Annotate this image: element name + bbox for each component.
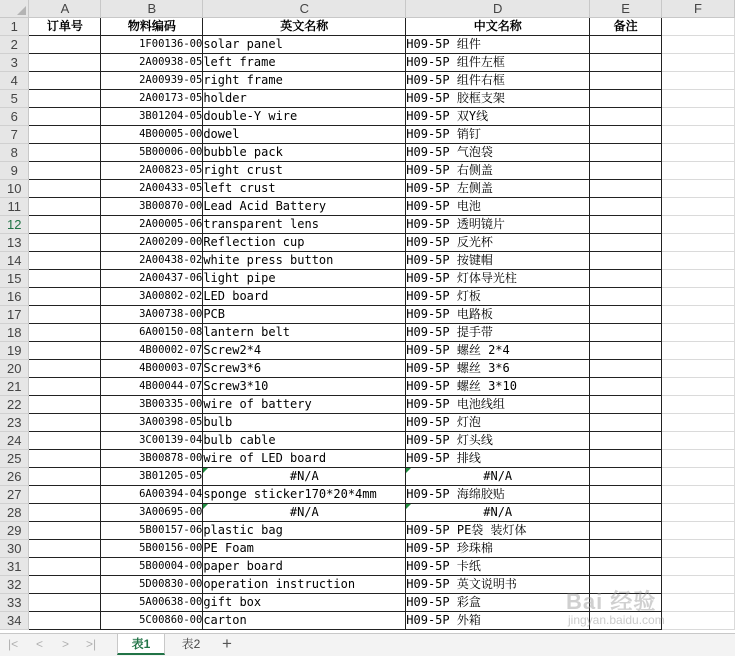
chinese-name-cell[interactable]: H09-5P 透明镜片 — [406, 216, 590, 234]
row-header[interactable]: 4 — [0, 72, 29, 90]
chinese-name-cell[interactable]: H09-5P 外箱 — [406, 612, 590, 630]
empty-cell[interactable] — [662, 162, 735, 180]
order-no-cell[interactable] — [29, 54, 101, 72]
english-name-cell[interactable]: solar panel — [203, 36, 406, 54]
order-no-cell[interactable] — [29, 198, 101, 216]
table-row — [0, 594, 735, 612]
material-code-cell[interactable]: 2A00939-05 — [101, 72, 203, 90]
material-code-cell[interactable]: 6A00394-04 — [101, 486, 203, 504]
english-name-cell[interactable]: left frame — [203, 54, 406, 72]
english-name-cell[interactable]: right frame — [203, 72, 406, 90]
english-name-cell[interactable]: sponge sticker170*20*4mm — [203, 486, 406, 504]
material-code-cell[interactable]: 5B00156-00 — [101, 540, 203, 558]
chinese-name-cell[interactable]: H09-5P 双Y线 — [406, 108, 590, 126]
chinese-name-cell[interactable]: H09-5P 提手带 — [406, 324, 590, 342]
chinese-name-cell[interactable]: H09-5P 珍珠棉 — [406, 540, 590, 558]
material-code-cell[interactable]: 5C00860-00 — [101, 612, 203, 630]
add-sheet-icon[interactable]: + — [222, 634, 232, 653]
table-row — [0, 468, 735, 486]
english-name-cell[interactable]: light pipe — [203, 270, 406, 288]
table-row — [0, 576, 735, 594]
chinese-name-cell[interactable]: H09-5P 气泡袋 — [406, 144, 590, 162]
material-code-cell[interactable]: 3B00878-00 — [101, 450, 203, 468]
row-header[interactable]: 8 — [0, 144, 29, 162]
english-name-cell[interactable]: wire of LED board — [203, 450, 406, 468]
chinese-name-cell[interactable]: H09-5P 海绵胶贴 — [406, 486, 590, 504]
table-row — [0, 288, 735, 306]
table-row — [0, 306, 735, 324]
row-header[interactable]: 26 — [0, 468, 29, 486]
table-row — [0, 486, 735, 504]
chinese-name-cell[interactable]: H09-5P 灯头线 — [406, 432, 590, 450]
table-row — [0, 342, 735, 360]
row-header[interactable]: 28 — [0, 504, 29, 522]
row-header[interactable]: 31 — [0, 558, 29, 576]
order-no-cell[interactable] — [29, 576, 101, 594]
remark-cell[interactable] — [590, 522, 662, 540]
remark-cell[interactable] — [590, 288, 662, 306]
material-code-cell[interactable]: 2A00173-05 — [101, 90, 203, 108]
tab-sheet1[interactable]: 表1 — [117, 634, 165, 655]
english-name-cell[interactable]: carton — [203, 612, 406, 630]
chinese-name-cell[interactable]: H09-5P 组件右框 — [406, 72, 590, 90]
watermark-logo-text: Bai 经验 — [566, 589, 657, 614]
remark-cell[interactable] — [590, 180, 662, 198]
order-no-cell[interactable] — [29, 72, 101, 90]
empty-cell[interactable] — [662, 270, 735, 288]
remark-cell[interactable] — [590, 486, 662, 504]
order-no-cell[interactable] — [29, 342, 101, 360]
material-code-cell[interactable]: 4B00005-00 — [101, 126, 203, 144]
remark-cell[interactable] — [590, 126, 662, 144]
empty-cell[interactable] — [662, 90, 735, 108]
material-code-cell[interactable]: 3A00398-05 — [101, 414, 203, 432]
material-code-cell[interactable]: 2A00209-00 — [101, 234, 203, 252]
column-header-row — [0, 0, 735, 18]
material-code-cell[interactable]: 3C00139-04 — [101, 432, 203, 450]
remark-cell[interactable] — [590, 468, 662, 486]
table-row — [0, 558, 735, 576]
material-code-cell[interactable]: 5B00157-06 — [101, 522, 203, 540]
table-row — [0, 360, 735, 378]
table-header-row — [0, 18, 735, 36]
row-header[interactable]: 14 — [0, 252, 29, 270]
chinese-name-cell[interactable]: H09-5P 卡纸 — [406, 558, 590, 576]
english-name-cell[interactable]: #N/A — [203, 504, 406, 522]
order-no-cell[interactable] — [29, 432, 101, 450]
remark-cell[interactable] — [590, 144, 662, 162]
remark-cell[interactable] — [590, 450, 662, 468]
english-name-cell[interactable]: plastic bag — [203, 522, 406, 540]
order-no-cell[interactable] — [29, 288, 101, 306]
empty-cell[interactable] — [662, 558, 735, 576]
english-name-cell[interactable]: paper board — [203, 558, 406, 576]
material-code-cell[interactable]: 3B00335-00 — [101, 396, 203, 414]
row-header[interactable]: 34 — [0, 612, 29, 630]
header-cell-material-code[interactable]: 物料编码 — [101, 18, 203, 36]
chinese-name-cell[interactable]: #N/A — [406, 504, 590, 522]
english-name-cell[interactable]: PCB — [203, 306, 406, 324]
order-no-cell[interactable] — [29, 90, 101, 108]
english-name-cell[interactable]: operation instruction — [203, 576, 406, 594]
order-no-cell[interactable] — [29, 612, 101, 630]
next-sheet-icon[interactable]: > — [62, 637, 70, 651]
table-row — [0, 216, 735, 234]
table-row — [0, 162, 735, 180]
empty-cell[interactable] — [662, 612, 735, 630]
empty-cell[interactable] — [662, 378, 735, 396]
english-name-cell[interactable]: left crust — [203, 180, 406, 198]
row-header[interactable]: 6 — [0, 108, 29, 126]
empty-cell[interactable] — [662, 486, 735, 504]
remark-cell[interactable] — [590, 324, 662, 342]
order-no-cell[interactable] — [29, 36, 101, 54]
empty-cell[interactable] — [662, 324, 735, 342]
material-code-cell[interactable]: 3B01205-05 — [101, 468, 203, 486]
empty-cell[interactable] — [662, 36, 735, 54]
english-name-cell[interactable]: holder — [203, 90, 406, 108]
table-row — [0, 54, 735, 72]
table-row — [0, 198, 735, 216]
remark-cell[interactable] — [590, 576, 662, 594]
column-header-c[interactable]: C — [203, 0, 406, 18]
order-no-cell[interactable] — [29, 360, 101, 378]
empty-cell[interactable] — [662, 360, 735, 378]
chinese-name-cell[interactable]: H09-5P 灯体导光柱 — [406, 270, 590, 288]
empty-cell[interactable] — [662, 198, 735, 216]
remark-cell[interactable] — [590, 108, 662, 126]
order-no-cell[interactable] — [29, 216, 101, 234]
table-row — [0, 270, 735, 288]
chinese-name-cell[interactable]: H09-5P 右侧盖 — [406, 162, 590, 180]
remark-cell[interactable] — [590, 378, 662, 396]
english-name-cell[interactable]: Screw3*10 — [203, 378, 406, 396]
empty-cell[interactable] — [662, 306, 735, 324]
chinese-name-cell[interactable]: H09-5P PE袋 装灯体 — [406, 522, 590, 540]
table-row — [0, 144, 735, 162]
table-row — [0, 432, 735, 450]
order-no-cell[interactable] — [29, 594, 101, 612]
remark-cell[interactable] — [590, 306, 662, 324]
first-sheet-icon[interactable]: |< — [8, 637, 19, 651]
remark-cell[interactable] — [590, 432, 662, 450]
table-row — [0, 90, 735, 108]
select-all-corner[interactable] — [0, 0, 29, 18]
remark-cell[interactable] — [590, 558, 662, 576]
material-code-cell[interactable]: 2A00938-05 — [101, 54, 203, 72]
empty-cell[interactable] — [662, 540, 735, 558]
chinese-name-cell[interactable]: H09-5P 组件 — [406, 36, 590, 54]
chinese-name-cell[interactable]: H09-5P 左侧盖 — [406, 180, 590, 198]
table-row — [0, 450, 735, 468]
row-header[interactable]: 29 — [0, 522, 29, 540]
order-no-cell[interactable] — [29, 558, 101, 576]
english-name-cell[interactable]: PE Foam — [203, 540, 406, 558]
empty-cell[interactable] — [662, 468, 735, 486]
english-name-cell[interactable]: Reflection cup — [203, 234, 406, 252]
table-row — [0, 414, 735, 432]
row-header[interactable]: 10 — [0, 180, 29, 198]
english-name-cell[interactable]: transparent lens — [203, 216, 406, 234]
chinese-name-cell[interactable]: H09-5P 彩盒 — [406, 594, 590, 612]
remark-cell[interactable] — [590, 504, 662, 522]
chinese-name-cell[interactable]: H09-5P 电池线组 — [406, 396, 590, 414]
remark-cell[interactable] — [590, 540, 662, 558]
material-code-cell[interactable]: 5D00830-00 — [101, 576, 203, 594]
column-header-b[interactable]: B — [101, 0, 203, 18]
order-no-cell[interactable] — [29, 396, 101, 414]
empty-cell[interactable] — [662, 108, 735, 126]
row-header[interactable]: 17 — [0, 306, 29, 324]
order-no-cell[interactable] — [29, 324, 101, 342]
empty-cell[interactable] — [662, 342, 735, 360]
english-name-cell[interactable]: right crust — [203, 162, 406, 180]
empty-cell[interactable] — [662, 522, 735, 540]
english-name-cell[interactable]: gift box — [203, 594, 406, 612]
remark-cell[interactable] — [590, 36, 662, 54]
prev-sheet-icon[interactable]: < — [36, 637, 44, 651]
material-code-cell[interactable]: 5A00638-00 — [101, 594, 203, 612]
order-no-cell[interactable] — [29, 504, 101, 522]
table-row — [0, 36, 735, 54]
material-code-cell[interactable]: 4B00044-07 — [101, 378, 203, 396]
english-name-cell[interactable]: wire of battery — [203, 396, 406, 414]
empty-cell[interactable] — [662, 180, 735, 198]
english-name-cell[interactable]: double-Y wire — [203, 108, 406, 126]
row-header[interactable]: 24 — [0, 432, 29, 450]
empty-cell[interactable] — [662, 432, 735, 450]
english-name-cell[interactable]: bulb — [203, 414, 406, 432]
row-header[interactable]: 19 — [0, 342, 29, 360]
material-code-cell[interactable]: 5B00004-00 — [101, 558, 203, 576]
empty-cell[interactable] — [662, 414, 735, 432]
chinese-name-cell[interactable]: H09-5P 螺丝 3*6 — [406, 360, 590, 378]
remark-cell[interactable] — [590, 594, 662, 612]
order-no-cell[interactable] — [29, 108, 101, 126]
order-no-cell[interactable] — [29, 414, 101, 432]
material-code-cell[interactable]: 2A00433-05 — [101, 180, 203, 198]
row-header[interactable]: 1 — [0, 18, 29, 36]
chinese-name-cell[interactable]: H09-5P 螺丝 2*4 — [406, 342, 590, 360]
remark-cell[interactable] — [590, 414, 662, 432]
header-cell-english-name[interactable]: 英文名称 — [203, 18, 406, 36]
chinese-name-cell[interactable]: H09-5P 排线 — [406, 450, 590, 468]
order-no-cell[interactable] — [29, 486, 101, 504]
remark-cell[interactable] — [590, 216, 662, 234]
chinese-name-cell[interactable]: H09-5P 灯泡 — [406, 414, 590, 432]
order-no-cell[interactable] — [29, 180, 101, 198]
empty-cell[interactable] — [662, 396, 735, 414]
order-no-cell[interactable] — [29, 468, 101, 486]
empty-cell[interactable] — [662, 504, 735, 522]
english-name-cell[interactable]: bubble pack — [203, 144, 406, 162]
english-name-cell[interactable]: #N/A — [203, 468, 406, 486]
row-header[interactable]: 20 — [0, 360, 29, 378]
chinese-name-cell[interactable]: H09-5P 按键帽 — [406, 252, 590, 270]
table-row — [0, 396, 735, 414]
order-no-cell[interactable] — [29, 540, 101, 558]
header-cell-order-no[interactable]: 订单号 — [29, 18, 101, 36]
row-header[interactable]: 22 — [0, 396, 29, 414]
table-row — [0, 252, 735, 270]
order-no-cell[interactable] — [29, 144, 101, 162]
column-header-a[interactable]: A — [29, 0, 101, 18]
order-no-cell[interactable] — [29, 162, 101, 180]
row-header[interactable]: 5 — [0, 90, 29, 108]
material-code-cell[interactable]: 2A00438-02 — [101, 252, 203, 270]
english-name-cell[interactable]: Lead Acid Battery — [203, 198, 406, 216]
table-row — [0, 180, 735, 198]
chinese-name-cell[interactable]: H09-5P 组件左框 — [406, 54, 590, 72]
table-row — [0, 72, 735, 90]
chinese-name-cell[interactable]: H09-5P 螺丝 3*10 — [406, 378, 590, 396]
chinese-name-cell[interactable]: H09-5P 电路板 — [406, 306, 590, 324]
remark-cell[interactable] — [590, 612, 662, 630]
order-no-cell[interactable] — [29, 270, 101, 288]
chinese-name-cell[interactable]: H09-5P 胶框支架 — [406, 90, 590, 108]
row-header[interactable]: 21 — [0, 378, 29, 396]
material-code-cell[interactable]: 6A00150-08 — [101, 324, 203, 342]
header-cell-remark[interactable]: 备注 — [590, 18, 662, 36]
chinese-name-cell[interactable]: #N/A — [406, 468, 590, 486]
row-header[interactable]: 13 — [0, 234, 29, 252]
row-header[interactable]: 23 — [0, 414, 29, 432]
empty-cell[interactable] — [662, 216, 735, 234]
row-header[interactable]: 30 — [0, 540, 29, 558]
row-header[interactable]: 15 — [0, 270, 29, 288]
table-row — [0, 522, 735, 540]
table-row — [0, 504, 735, 522]
english-name-cell[interactable]: Screw2*4 — [203, 342, 406, 360]
english-name-cell[interactable]: lantern belt — [203, 324, 406, 342]
column-header-f[interactable]: F — [662, 0, 735, 18]
row-header[interactable]: 2 — [0, 36, 29, 54]
empty-cell[interactable] — [662, 288, 735, 306]
empty-cell[interactable] — [662, 126, 735, 144]
material-code-cell[interactable]: 2A00437-06 — [101, 270, 203, 288]
tab-sheet2[interactable]: 表2 — [181, 637, 201, 651]
row-header[interactable]: 16 — [0, 288, 29, 306]
material-code-cell[interactable]: 4B00003-07 — [101, 360, 203, 378]
row-header[interactable]: 25 — [0, 450, 29, 468]
watermark-url: jingyan.baidu.com — [568, 613, 665, 627]
remark-cell[interactable] — [590, 198, 662, 216]
empty-cell[interactable] — [662, 144, 735, 162]
material-code-cell[interactable]: 1F00136-00 — [101, 36, 203, 54]
material-code-cell[interactable]: 3A00738-00 — [101, 306, 203, 324]
column-header-e[interactable]: E — [590, 0, 662, 18]
english-name-cell[interactable]: dowel — [203, 126, 406, 144]
last-sheet-icon[interactable]: >| — [86, 637, 97, 651]
row-header[interactable]: 27 — [0, 486, 29, 504]
empty-cell[interactable] — [662, 72, 735, 90]
remark-cell[interactable] — [590, 360, 662, 378]
empty-cell[interactable] — [662, 18, 735, 36]
table-row — [0, 126, 735, 144]
table-row — [0, 324, 735, 342]
row-header[interactable]: 18 — [0, 324, 29, 342]
chinese-name-cell[interactable]: H09-5P 销钉 — [406, 126, 590, 144]
order-no-cell[interactable] — [29, 306, 101, 324]
empty-cell[interactable] — [662, 594, 735, 612]
material-code-cell[interactable]: 5B00006-00 — [101, 144, 203, 162]
empty-cell[interactable] — [662, 252, 735, 270]
chinese-name-cell[interactable]: H09-5P 电池 — [406, 198, 590, 216]
material-code-cell[interactable]: 3A00695-00 — [101, 504, 203, 522]
row-header[interactable]: 7 — [0, 126, 29, 144]
table-row — [0, 540, 735, 558]
empty-cell[interactable] — [662, 450, 735, 468]
empty-cell[interactable] — [662, 54, 735, 72]
order-no-cell[interactable] — [29, 252, 101, 270]
table-row — [0, 378, 735, 396]
sheet-tab-bar — [0, 633, 735, 656]
table-row — [0, 234, 735, 252]
material-code-cell[interactable]: 3B00870-00 — [101, 198, 203, 216]
empty-cell[interactable] — [662, 234, 735, 252]
row-header[interactable]: 12 — [0, 216, 29, 234]
material-code-cell[interactable]: 2A00823-05 — [101, 162, 203, 180]
table-row — [0, 108, 735, 126]
order-no-cell[interactable] — [29, 522, 101, 540]
remark-cell[interactable] — [590, 252, 662, 270]
order-no-cell[interactable] — [29, 378, 101, 396]
material-code-cell[interactable]: 3A00802-02 — [101, 288, 203, 306]
chinese-name-cell[interactable]: H09-5P 英文说明书 — [406, 576, 590, 594]
header-cell-chinese-name[interactable]: 中文名称 — [406, 18, 590, 36]
material-code-cell[interactable]: 3B01204-05 — [101, 108, 203, 126]
material-code-cell[interactable]: 4B00002-07 — [101, 342, 203, 360]
order-no-cell[interactable] — [29, 126, 101, 144]
remark-cell[interactable] — [590, 396, 662, 414]
column-header-d[interactable]: D — [406, 0, 590, 18]
chinese-name-cell[interactable]: H09-5P 反光杯 — [406, 234, 590, 252]
row-header[interactable]: 3 — [0, 54, 29, 72]
material-code-cell[interactable]: 2A00005-06 — [101, 216, 203, 234]
empty-cell[interactable] — [662, 576, 735, 594]
english-name-cell[interactable]: bulb cable — [203, 432, 406, 450]
english-name-cell[interactable]: Screw3*6 — [203, 360, 406, 378]
remark-cell[interactable] — [590, 270, 662, 288]
row-header[interactable]: 33 — [0, 594, 29, 612]
remark-cell[interactable] — [590, 162, 662, 180]
english-name-cell[interactable]: LED board — [203, 288, 406, 306]
remark-cell[interactable] — [590, 72, 662, 90]
order-no-cell[interactable] — [29, 450, 101, 468]
remark-cell[interactable] — [590, 90, 662, 108]
chinese-name-cell[interactable]: H09-5P 灯板 — [406, 288, 590, 306]
english-name-cell[interactable]: white press button — [203, 252, 406, 270]
remark-cell[interactable] — [590, 54, 662, 72]
remark-cell[interactable] — [590, 342, 662, 360]
row-header[interactable]: 32 — [0, 576, 29, 594]
order-no-cell[interactable] — [29, 234, 101, 252]
table-row — [0, 612, 735, 630]
row-header[interactable]: 9 — [0, 162, 29, 180]
row-header[interactable]: 11 — [0, 198, 29, 216]
remark-cell[interactable] — [590, 234, 662, 252]
